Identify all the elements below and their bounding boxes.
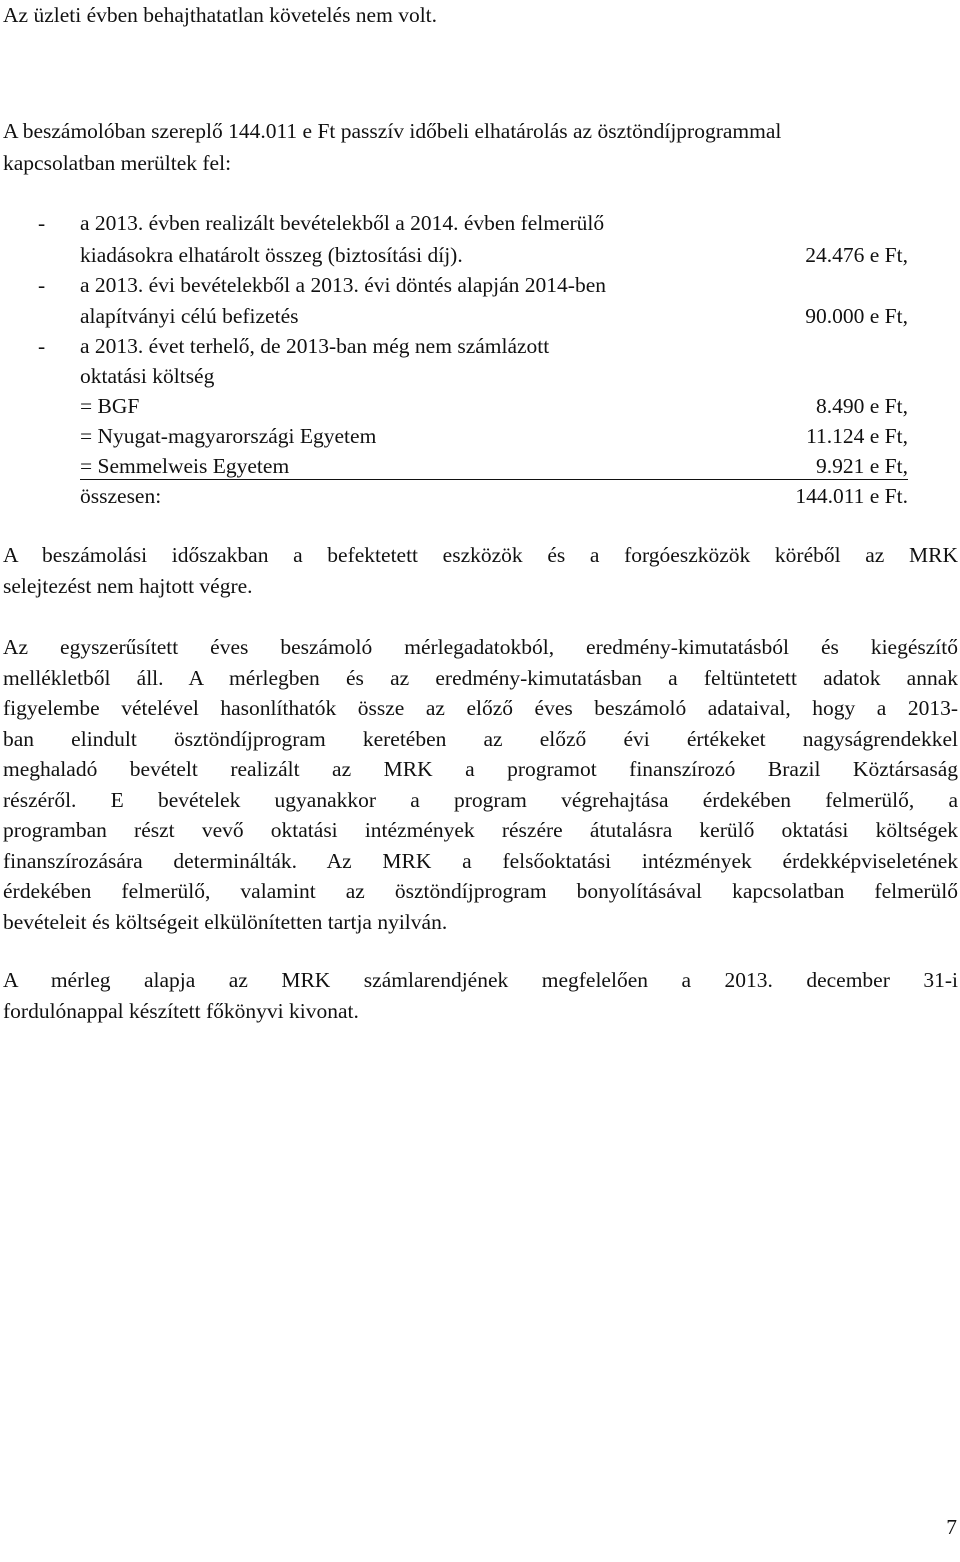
list-item-text-line-2: kiadásokra elhatárolt összeg (biztosítási díj).: [80, 243, 463, 267]
sub-item-label: = BGF: [80, 394, 140, 418]
sub-item-amount: 8.490 e Ft,: [816, 394, 908, 418]
paragraph-report-structure: [3, 632, 958, 937]
text-line: ban elindult ösztöndíjprogram keretében az előző évi értékeket nagyságrendekkel: [3, 726, 958, 751]
paragraph-no-disposal: [3, 540, 958, 601]
paragraph-accrual-intro-line-1: A beszámolóban szereplő 144.011 e Ft passzív időbeli elhatárolás az ösztöndíjprogrammal: [3, 119, 782, 143]
list-item-text-line-2: alapítványi célú befizetés: [80, 304, 299, 328]
text-line: bevételeit és költségeit elkülönítetten tartja nyilván.: [3, 909, 448, 934]
list-item-amount: 24.476 e Ft,: [805, 243, 908, 267]
sub-item-amount: 11.124 e Ft,: [806, 424, 908, 448]
paragraph-accrual-intro-line-2: kapcsolatban merültek fel:: [3, 151, 232, 175]
list-item-text-line-1: a 2013. évben realizált bevételekből a 2014. évben felmerülő: [80, 211, 605, 235]
text-line: meghaladó bevételt realizált az MRK a programot finanszírozó Brazil Köztársaság: [3, 757, 958, 781]
paragraph-no-bad-debt: Az üzleti évben behajthatatlan követelés nem volt.: [3, 3, 438, 27]
text-line: Az egyszerűsített éves beszámoló mérlegadatokból, eredmény-kimutatásból és kiegészítő: [3, 635, 958, 659]
text-line: részéről. E bevételek ugyanakkor a program végrehajtása érdekében felmerülő, a: [3, 787, 958, 812]
text-line: finanszírozására determinálták. Az MRK a felsőoktatási intézmények érdekképviseletének: [3, 848, 958, 873]
text-line: programban részt vevő oktatási intézmények részére átutalásra kerülő oktatási költségek: [3, 818, 958, 842]
sub-item-amount: 9.921 e Ft,: [816, 454, 908, 478]
text-line: fordulónappal készített főkönyvi kivonat.: [3, 998, 359, 1023]
list-dash: -: [38, 273, 46, 297]
list-dash: -: [38, 334, 46, 358]
list-item-text-line-1: a 2013. évet terhelő, de 2013-ban még nem számlázott: [80, 334, 550, 358]
total-amount: 144.011 e Ft.: [795, 484, 908, 508]
list-dash: -: [38, 211, 46, 235]
text-line: A mérleg alapja az MRK számlarendjének megfelelően a 2013. december 31-i: [3, 968, 958, 992]
text-line: selejtezést nem hajtott végre.: [3, 573, 253, 598]
text-line: érdekében felmerülő, valamint az ösztöndíjprogram bonyolításával kapcsolatban felmerülő: [3, 879, 958, 903]
page-number: 7: [946, 1515, 957, 1539]
total-divider: [80, 479, 908, 480]
sub-item-label: = Semmelweis Egyetem: [80, 454, 290, 478]
text-line: A beszámolási időszakban a befektetett eszközök és a forgóeszközök köréből az MRK: [3, 543, 958, 567]
list-item-amount: 90.000 e Ft,: [805, 304, 908, 328]
list-item-text-line-1: a 2013. évi bevételekből a 2013. évi döntés alapján 2014-ben: [80, 273, 606, 297]
total-label: összesen:: [80, 484, 162, 508]
paragraph-balance-basis: [3, 965, 958, 1026]
list-item-text-line-2: oktatási költség: [80, 364, 215, 388]
text-line: mellékletből áll. A mérlegben és az eredmény-kimutatásban a feltüntetett adatok annak: [3, 665, 958, 690]
sub-item-label: = Nyugat-magyarországi Egyetem: [80, 424, 377, 448]
text-line: figyelembe vételével hasonlíthatók össze az előző éves beszámoló adataival, hogy a 2013-: [3, 696, 958, 720]
